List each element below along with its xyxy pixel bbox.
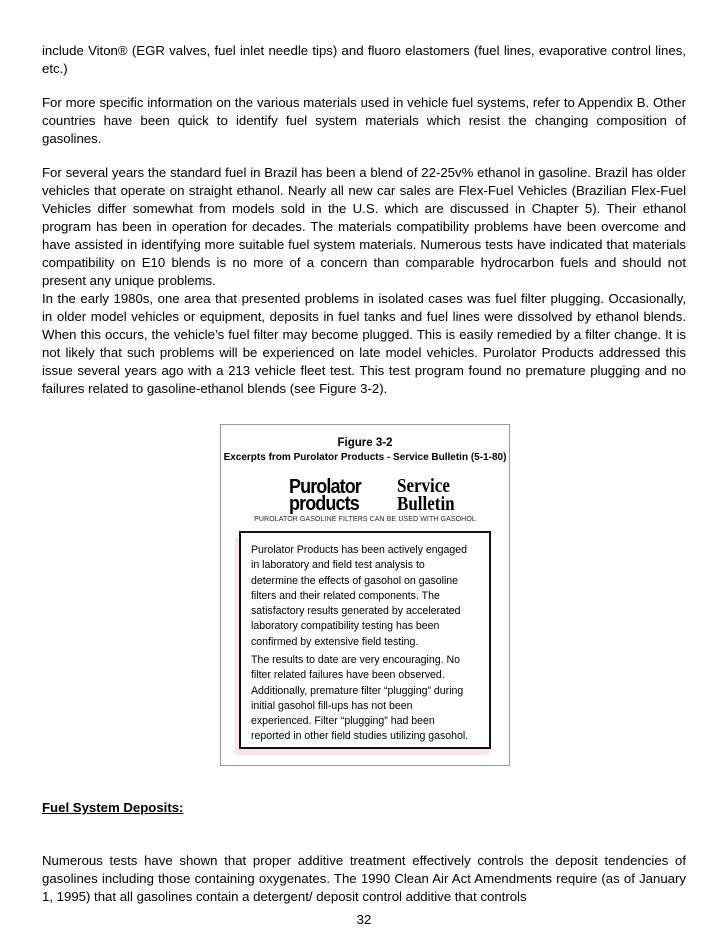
section-heading: Fuel System Deposits: (42, 800, 184, 815)
logo-line-1: Purolator (289, 476, 361, 498)
figure-subtitle: Excerpts from Purolator Products - Service Bulletin (5-1-80) (223, 452, 507, 463)
logo-line-2: products (289, 493, 359, 515)
service-line-1: Service (397, 475, 450, 497)
bulletin-paragraph-2: The results to date are very encouraging. No filter related failures have been observed. Additionally, premature filter “plugging” during initial gasohol fill-ups has not been experienced. Filter “plugging” had been reported in other field studies utilizing gasohol. (251, 654, 469, 743)
bulletin-tagline: PUROLATOR GASOLINE FILTERS CAN BE USED WITH GASOHOL (254, 516, 476, 523)
bulletin-paragraph-1: Purolator Products has been actively engaged in laboratory and field test analysis to determine the effects of gasohol on gasoline filters and their related components. The satisfactory results generated by accelerated laboratory compatibility testing has been confirmed by extensive field testing. (251, 544, 468, 648)
bulletin-excerpt-box (239, 531, 491, 749)
figure-title: Figure 3-2 (337, 437, 393, 449)
paragraph-additives: Numerous tests have shown that proper additive treatment effectively controls the deposit tendencies of gasolines including those containing oxygenates. The 1990 Clean Air Act Amendments require (as of January 1, 1995) that all gasolines contain a detergent/ deposit control additive that controls (42, 853, 686, 904)
paragraph-filter-plugging: In the early 1980s, one area that presented problems in isolated cases was fuel filter plugging. Occasionally, in older model vehicles or equipment, deposits in fuel tanks and fuel lines were dissolved by ethanol blends. When this occurs, the vehicle’s fuel filter may become plugged. This is easily remedied by a filter change. It is not likely that such problems will be experienced on late model vehicles. Purolator Products addressed this issue several years ago with a 213 vehicle fleet test. This test program found no premature plugging and no failures related to gasoline-ethanol blends (see Figure 3-2). (42, 291, 686, 396)
figure-3-2 (220, 424, 510, 766)
purolator-logo (289, 476, 361, 515)
page-number: 32 (356, 912, 372, 927)
paragraph-viton: include Viton® (EGR valves, fuel inlet needle tips) and fluoro elastomers (fuel lines, evaporative control lines, etc.) (42, 43, 686, 76)
service-line-2: Bulletin (397, 493, 455, 515)
service-bulletin-title (397, 477, 455, 513)
paragraph-brazil: For several years the standard fuel in Brazil has been a blend of 22-25v% ethanol in gasoline. Brazil has older vehicles that operate on straight ethanol. Nearly all new car sales are Flex-Fuel Vehicles (Brazilian Flex-Fuel Vehicles differ somewhat from models sold in the U.S. which are discussed in Chapter 5). Their ethanol program has been in operation for decades. The materials compatibility problems have been overcome and have assisted in identifying more suitable fuel system materials. Numerous tests have indicated that materials compatibility on E10 blends is no more of a concern than comparable hydrocarbon fuels and should not present any unique problems. (42, 165, 686, 288)
paragraph-appendix-b: For more specific information on the various materials used in vehicle fuel systems, refer to Appendix B. Other countries have been quick to identify fuel system materials which resist the changing composition of gasolines. (42, 95, 686, 146)
